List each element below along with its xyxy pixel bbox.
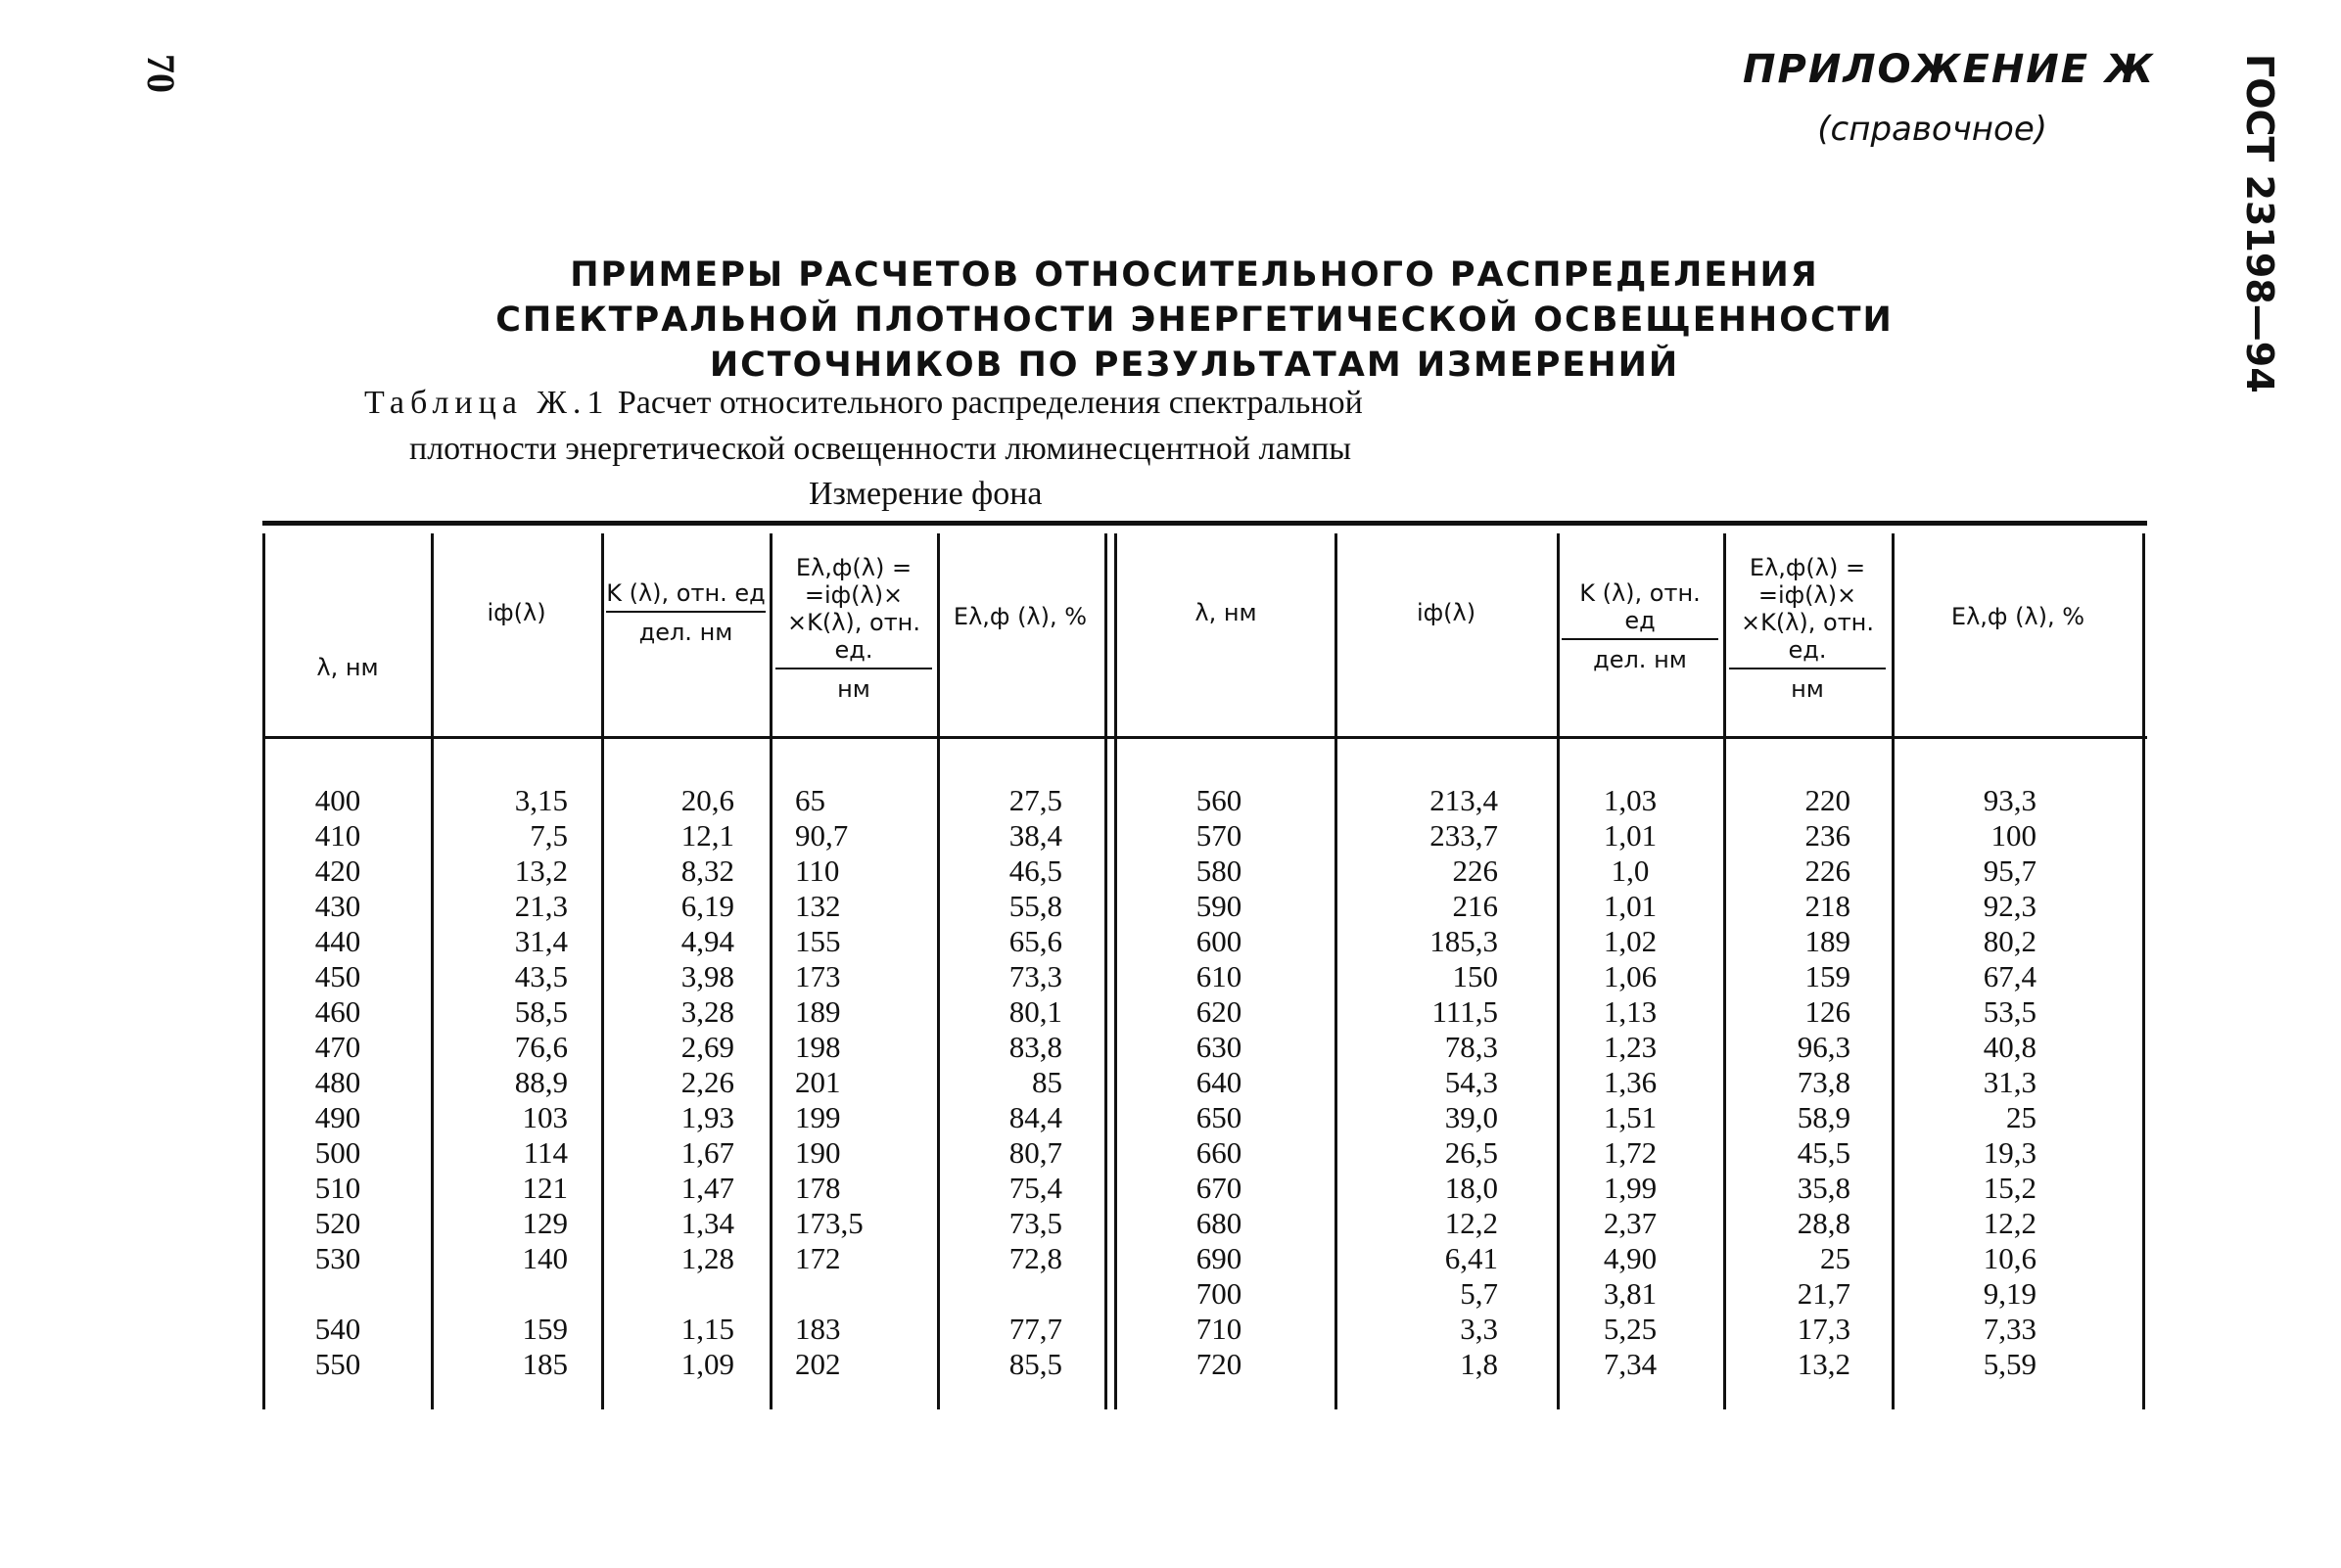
- table-cell: 5,25: [1603, 1312, 1658, 1346]
- table-cell: 65,6: [1008, 924, 1062, 958]
- table-cell: 183: [795, 1312, 841, 1346]
- table-cell: 400: [314, 783, 361, 817]
- table-cell: 77,7: [1008, 1312, 1062, 1346]
- table-cell: 100: [1990, 818, 2037, 853]
- table-cell: 13,2: [514, 853, 568, 888]
- table-cell: 213,4: [1429, 783, 1498, 817]
- header-k-bottom: дел. нм: [1593, 646, 1687, 673]
- table-cell: 440: [314, 924, 361, 958]
- table-cell: 1,02: [1603, 924, 1658, 958]
- column-k-right: [1576, 783, 1684, 1382]
- header-wavelength: λ, нм: [1194, 599, 1257, 626]
- table-cell: 1,09: [680, 1347, 734, 1381]
- page-number: 70: [139, 54, 183, 93]
- table-cell: 12,1: [680, 818, 734, 853]
- table-cell: 90,7: [795, 818, 849, 853]
- table-cell: 84,4: [1008, 1100, 1062, 1134]
- column-wavelength-left: [284, 783, 392, 1382]
- table-cell: 189: [1804, 924, 1850, 958]
- table-cell: 17,3: [1797, 1312, 1850, 1346]
- table-caption: [364, 385, 1363, 422]
- table-cell: 630: [1195, 1030, 1242, 1064]
- table-cell: 720: [1195, 1347, 1242, 1381]
- table-cell: 530: [314, 1241, 361, 1275]
- table-cell: 1,01: [1603, 889, 1658, 923]
- table-cell: 3,98: [680, 959, 734, 993]
- table-cell: 660: [1195, 1135, 1242, 1170]
- table-cell: 201: [795, 1065, 841, 1099]
- table-cell: 560: [1195, 783, 1242, 817]
- table-cell: 103: [522, 1100, 568, 1134]
- table-cell: 46,5: [1008, 853, 1062, 888]
- table-cell: 198: [795, 1030, 841, 1064]
- header-k: [606, 579, 766, 646]
- table-cell: 4,90: [1603, 1241, 1658, 1275]
- table-cell: 3,28: [680, 994, 734, 1029]
- table-cell: 53,5: [1983, 994, 2037, 1029]
- table-cell: 73,5: [1008, 1206, 1062, 1240]
- table-cell: 132: [795, 889, 841, 923]
- table-cell: 58,5: [514, 994, 568, 1029]
- column-divider: [1334, 533, 1337, 1409]
- table-cell: 1,0: [1611, 853, 1650, 888]
- table-cell: 1,67: [680, 1135, 734, 1170]
- header-i-phi: iф(λ): [487, 599, 546, 626]
- table-cell: 28,8: [1797, 1206, 1850, 1240]
- table-cell: 520: [314, 1206, 361, 1240]
- table-cell: 159: [522, 1312, 568, 1346]
- table-cell: 610: [1195, 959, 1242, 993]
- table-cell: 155: [795, 924, 841, 958]
- column-i-phi-right: [1371, 783, 1498, 1382]
- table-cell: 159: [1804, 959, 1850, 993]
- table-cell: 185,3: [1429, 924, 1498, 958]
- main-heading: [411, 253, 1978, 388]
- table-cell: 1,28: [680, 1241, 734, 1275]
- table-cell: 45,5: [1797, 1135, 1850, 1170]
- table-cell: [284, 1276, 392, 1312]
- table-cell: 1,99: [1603, 1171, 1658, 1205]
- table-label: Таблица Ж.1: [364, 385, 610, 421]
- header-e-abs: [1729, 554, 1886, 703]
- table-subtitle: Измерение фона: [809, 476, 1043, 512]
- table-cell: 226: [1804, 853, 1850, 888]
- column-e-abs-right: [1743, 783, 1850, 1382]
- header-e-percent: Eλ,ф (λ), %: [953, 603, 1088, 630]
- table-caption-line-1: Расчет относительного распределения спектральной: [617, 385, 1363, 421]
- header-k-top: K (λ), отн. ед: [1579, 579, 1701, 634]
- column-divider: [601, 533, 604, 1409]
- table-cell: 1,8: [1460, 1347, 1498, 1381]
- table-cell: 95,7: [1983, 853, 2037, 888]
- table-cell: 80,2: [1983, 924, 2037, 958]
- table-cell: 233,7: [1429, 818, 1498, 853]
- table-cell: 39,0: [1444, 1100, 1498, 1134]
- table-cell: 85: [1032, 1065, 1062, 1099]
- table-cell: 20,6: [680, 783, 734, 817]
- column-divider: [431, 533, 434, 1409]
- table-cell: 150: [1452, 959, 1498, 993]
- column-divider: [1104, 533, 1107, 1409]
- table-cell: 35,8: [1797, 1171, 1850, 1205]
- table-cell: 190: [795, 1135, 841, 1170]
- table-cell: 78,3: [1444, 1030, 1498, 1064]
- column-divider: [1892, 533, 1895, 1409]
- table-cell: 7,33: [1983, 1312, 2037, 1346]
- table-cell: 1,06: [1603, 959, 1658, 993]
- table-cell: 430: [314, 889, 361, 923]
- table-cell: 590: [1195, 889, 1242, 923]
- table-top-rule: [262, 521, 2147, 526]
- table-cell: 7,5: [530, 818, 568, 853]
- table-cell: 67,4: [1983, 959, 2037, 993]
- table-cell: 480: [314, 1065, 361, 1099]
- table-cell: 85,5: [1008, 1347, 1062, 1381]
- header-e-unit: нм: [837, 675, 870, 703]
- table-header-rule: [262, 736, 2147, 739]
- table-cell: 1,15: [680, 1312, 734, 1346]
- table-cell: 173,5: [795, 1206, 864, 1240]
- table-cell: 3,3: [1460, 1312, 1498, 1346]
- column-e-percent-right: [1919, 783, 2037, 1382]
- table-cell: 218: [1804, 889, 1850, 923]
- table-cell: 202: [795, 1347, 841, 1381]
- header-i-phi: iф(λ): [1416, 599, 1476, 626]
- table-cell: 216: [1452, 889, 1498, 923]
- table-cell: 31,4: [514, 924, 568, 958]
- standard-id: ГОСТ 23198—94: [2238, 54, 2281, 393]
- table-cell: 680: [1195, 1206, 1242, 1240]
- appendix-note: (справочное): [1817, 110, 2047, 149]
- header-e-formula: Eλ,ф(λ) = =iф(λ)× ×K(λ), отн. ед.: [1740, 554, 1875, 664]
- table-caption-line-2: плотности энергетической освещенности люминесцентной лампы: [409, 431, 1352, 467]
- column-divider: [2142, 533, 2145, 1409]
- table-cell: 80,7: [1008, 1135, 1062, 1170]
- table-cell: 55,8: [1008, 889, 1062, 923]
- table-cell: 129: [522, 1206, 568, 1240]
- table-cell: 114: [523, 1135, 568, 1170]
- column-divider: [770, 533, 773, 1409]
- table-cell: 1,01: [1603, 818, 1658, 853]
- column-divider: [937, 533, 940, 1409]
- table-cell: 13,2: [1797, 1347, 1850, 1381]
- column-wavelength-right: [1165, 783, 1273, 1382]
- heading-line-2: СПЕКТРАЛЬНОЙ ПЛОТНОСТИ ЭНЕРГЕТИЧЕСКОЙ ОСВЕЩЕННОСТИ: [495, 300, 1894, 340]
- table-cell: 172: [795, 1241, 841, 1275]
- table-cell: 570: [1195, 818, 1242, 853]
- table-cell: 5,59: [1983, 1347, 2037, 1381]
- table-cell: 73,3: [1008, 959, 1062, 993]
- heading-line-3: ИСТОЧНИКОВ ПО РЕЗУЛЬТАТАМ ИЗМЕРЕНИЙ: [709, 346, 1680, 385]
- table-cell: 43,5: [514, 959, 568, 993]
- table-cell: 121: [522, 1171, 568, 1205]
- table-cell: 140: [522, 1241, 568, 1275]
- table-cell: 490: [314, 1100, 361, 1134]
- table-cell: 670: [1195, 1171, 1242, 1205]
- table-cell: 2,37: [1603, 1206, 1658, 1240]
- table-cell: 75,4: [1008, 1171, 1062, 1205]
- table-cell: 126: [1804, 994, 1850, 1029]
- table-cell: 38,4: [1008, 818, 1062, 853]
- table-cell: 73,8: [1797, 1065, 1850, 1099]
- table-cell: 650: [1195, 1100, 1242, 1134]
- table-cell: 7,34: [1603, 1347, 1658, 1381]
- column-divider: [1114, 533, 1117, 1409]
- header-e-formula: Eλ,ф(λ) = =iф(λ)× ×K(λ), отн. ед.: [786, 554, 921, 664]
- table-cell: 80,1: [1008, 994, 1062, 1029]
- table-cell: 178: [795, 1171, 841, 1205]
- column-k-left: [627, 783, 734, 1382]
- table-cell: 88,9: [514, 1065, 568, 1099]
- table-cell: 1,72: [1603, 1135, 1658, 1170]
- table-cell: [795, 1276, 922, 1312]
- table-cell: 3,15: [514, 783, 568, 817]
- table-cell: 9,19: [1983, 1276, 2037, 1311]
- column-divider: [1723, 533, 1726, 1409]
- table-cell: 1,13: [1603, 994, 1658, 1029]
- table-cell: 3,81: [1603, 1276, 1658, 1311]
- table-cell: 18,0: [1444, 1171, 1498, 1205]
- table-cell: 1,36: [1603, 1065, 1658, 1099]
- column-divider: [262, 533, 265, 1409]
- column-e-percent-left: [955, 783, 1062, 1382]
- table-cell: 185: [522, 1347, 568, 1381]
- table-cell: 690: [1195, 1241, 1242, 1275]
- table-cell: 92,3: [1983, 889, 2037, 923]
- table-cell: 580: [1195, 853, 1242, 888]
- table-cell: 2,69: [680, 1030, 734, 1064]
- table-cell: 540: [314, 1312, 361, 1346]
- column-e-abs-left: [795, 783, 922, 1382]
- header-k-bottom: дел. нм: [638, 619, 733, 646]
- header-wavelength: λ, нм: [316, 654, 379, 681]
- table-cell: 199: [795, 1100, 841, 1134]
- table-cell: 710: [1195, 1312, 1242, 1346]
- table-cell: 12,2: [1444, 1206, 1498, 1240]
- table-cell: 54,3: [1444, 1065, 1498, 1099]
- table-cell: 110: [795, 853, 840, 888]
- table-cell: 173: [795, 959, 841, 993]
- table-cell: 76,6: [514, 1030, 568, 1064]
- table-cell: 15,2: [1983, 1171, 2037, 1205]
- heading-line-1: ПРИМЕРЫ РАСЧЕТОВ ОТНОСИТЕЛЬНОГО РАСПРЕДЕЛЕНИЯ: [570, 255, 1819, 295]
- table-cell: 226: [1452, 853, 1498, 888]
- table-cell: 600: [1195, 924, 1242, 958]
- table-cell: 450: [314, 959, 361, 993]
- table-cell: 40,8: [1983, 1030, 2037, 1064]
- column-i-phi-left: [441, 783, 568, 1382]
- table-cell: 8,32: [680, 853, 734, 888]
- table-cell: 26,5: [1444, 1135, 1498, 1170]
- header-e-unit: нм: [1791, 675, 1824, 703]
- table-cell: 5,7: [1460, 1276, 1498, 1311]
- table-cell: 27,5: [1008, 783, 1062, 817]
- table-cell: 420: [314, 853, 361, 888]
- table-cell: 19,3: [1983, 1135, 2037, 1170]
- appendix-title: ПРИЛОЖЕНИЕ Ж: [1743, 47, 2155, 92]
- table-cell: 1,93: [680, 1100, 734, 1134]
- table-cell: 6,41: [1444, 1241, 1498, 1275]
- table-cell: 31,3: [1983, 1065, 2037, 1099]
- table-cell: 6,19: [680, 889, 734, 923]
- table-cell: 620: [1195, 994, 1242, 1029]
- table-cell: [627, 1276, 734, 1312]
- table-cell: 12,2: [1983, 1206, 2037, 1240]
- table-cell: 2,26: [680, 1065, 734, 1099]
- table-cell: 25: [2006, 1100, 2037, 1134]
- table-cell: 1,03: [1603, 783, 1658, 817]
- table-cell: [441, 1276, 568, 1312]
- table-cell: 500: [314, 1135, 361, 1170]
- table-cell: 1,34: [680, 1206, 734, 1240]
- table-cell: 58,9: [1797, 1100, 1850, 1134]
- table-cell: 1,23: [1603, 1030, 1658, 1064]
- table-cell: 640: [1195, 1065, 1242, 1099]
- header-e-abs: [775, 554, 932, 703]
- table-cell: 1,51: [1603, 1100, 1658, 1134]
- table-cell: 111,5: [1431, 994, 1498, 1029]
- table-cell: 65: [795, 783, 825, 817]
- table-cell: 4,94: [680, 924, 734, 958]
- column-divider: [1557, 533, 1560, 1409]
- table-cell: 236: [1804, 818, 1850, 853]
- table-cell: 700: [1195, 1276, 1242, 1311]
- table-cell: [955, 1276, 1062, 1312]
- table-cell: 25: [1820, 1241, 1850, 1275]
- table-cell: 470: [314, 1030, 361, 1064]
- table-cell: 550: [314, 1347, 361, 1381]
- table-cell: 83,8: [1008, 1030, 1062, 1064]
- table-cell: 10,6: [1983, 1241, 2037, 1275]
- table-cell: 1,47: [680, 1171, 734, 1205]
- header-k: [1562, 579, 1718, 673]
- table-cell: 21,3: [514, 889, 568, 923]
- table-cell: 93,3: [1983, 783, 2037, 817]
- table-cell: 189: [795, 994, 841, 1029]
- table-cell: 510: [314, 1171, 361, 1205]
- table-cell: 220: [1804, 783, 1850, 817]
- table-cell: 96,3: [1797, 1030, 1850, 1064]
- table-cell: 410: [314, 818, 361, 853]
- table-cell: 460: [314, 994, 361, 1029]
- table-cell: 21,7: [1797, 1276, 1850, 1311]
- header-k-top: K (λ), отн. ед: [606, 579, 766, 607]
- header-e-percent: Eλ,ф (λ), %: [1950, 603, 2085, 630]
- table-cell: 72,8: [1008, 1241, 1062, 1275]
